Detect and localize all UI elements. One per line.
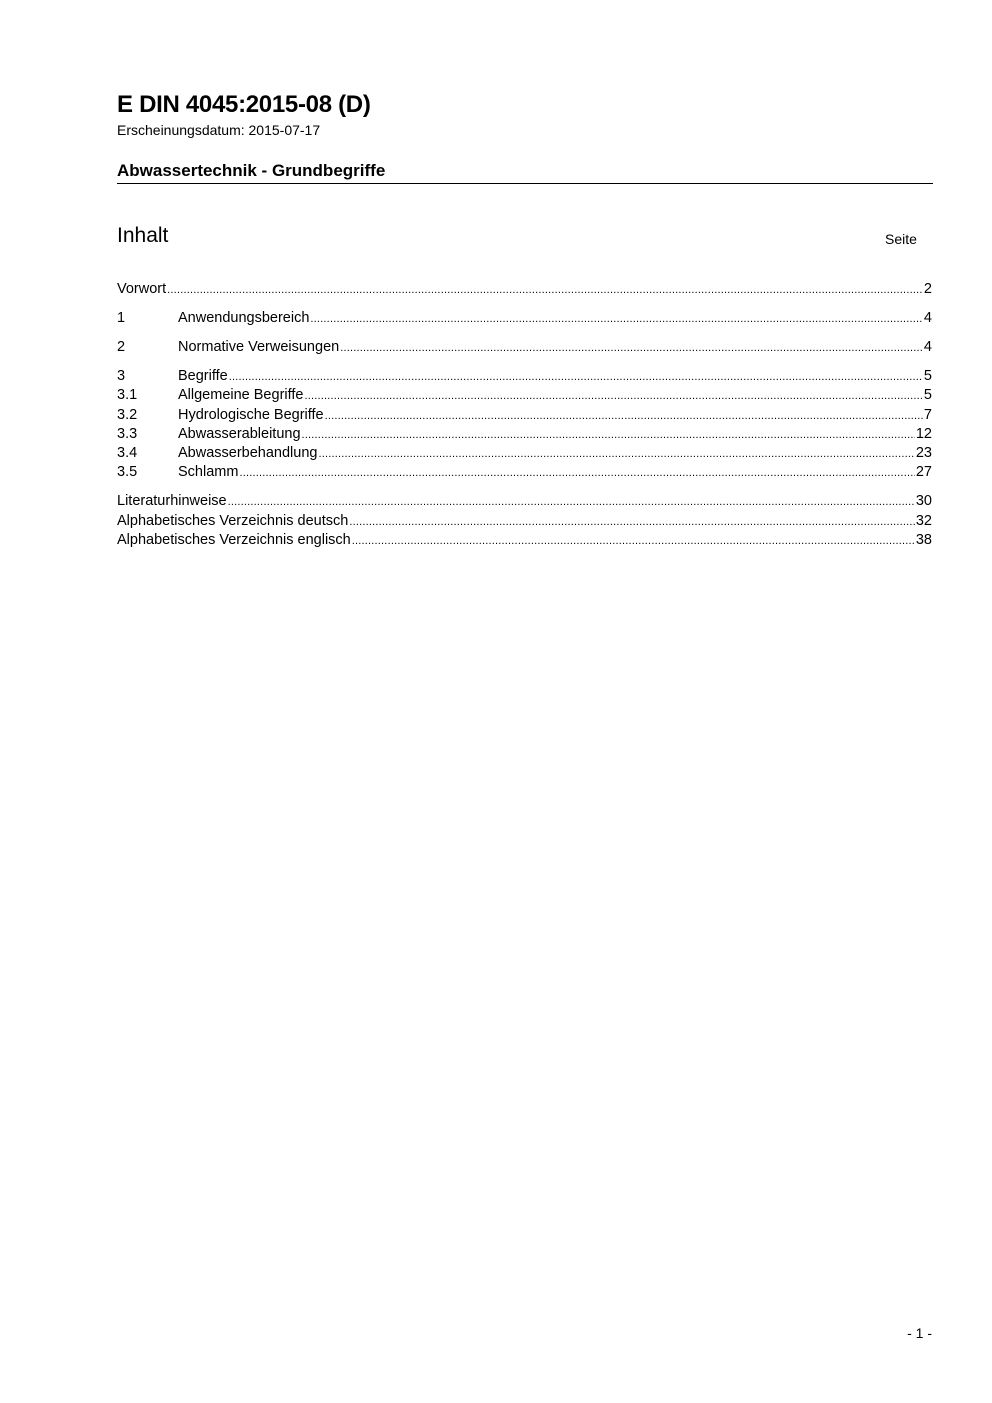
toc-entry-number: 3.2: [117, 406, 138, 423]
toc-leader-dots: [304, 387, 922, 406]
toc-entry-literaturhinweise[interactable]: [117, 492, 932, 511]
toc-entry-label: Alphabetisches Verzeichnis englisch: [117, 532, 351, 549]
toc-entry-page: 4: [923, 338, 932, 355]
toc-entry-number: 2: [117, 338, 126, 355]
toc-leader-dots: [310, 310, 923, 329]
toc-entry-number: 3.1: [117, 387, 138, 404]
toc-leader-dots: [239, 464, 914, 483]
toc-entry-number: 3.4: [117, 445, 138, 462]
toc-entry-allgemeine-begriffe[interactable]: [117, 386, 932, 405]
toc-leader-dots: [167, 281, 923, 300]
toc-entry-label: Schlamm: [178, 464, 239, 481]
toc-leader-dots: [340, 339, 923, 358]
toc-entry-number: 3: [117, 367, 126, 384]
toc-entry-normative-verweisungen[interactable]: [117, 338, 932, 357]
toc-entry-anwendungsbereich[interactable]: [117, 309, 932, 328]
toc-entry-begriffe[interactable]: [117, 367, 932, 386]
toc-leader-dots: [302, 426, 915, 445]
toc-entry-page: 4: [923, 309, 932, 326]
toc-entry-label: Abwasserbehandlung: [178, 445, 318, 462]
toc-leader-dots: [228, 493, 915, 512]
toc-entry-page: 5: [923, 387, 932, 404]
toc-entry-page: 12: [915, 425, 932, 442]
toc-entry-label: Alphabetisches Verzeichnis deutsch: [117, 512, 349, 529]
toc-entry-verzeichnis-englisch[interactable]: [117, 531, 932, 550]
toc-entry-label: Hydrologische Begriffe: [178, 406, 324, 423]
toc-entry-number: 3.5: [117, 464, 138, 481]
toc-entry-abwasserbehandlung[interactable]: [117, 444, 932, 463]
toc-leader-dots: [349, 513, 915, 532]
document-title: Abwassertechnik - Grundbegriffe: [117, 160, 933, 184]
toc-page-label: Seite: [885, 231, 917, 247]
toc-entry-number: 3.3: [117, 425, 138, 442]
toc-leader-dots: [325, 407, 923, 426]
toc-leader-dots: [352, 532, 915, 551]
toc-entry-page: 38: [915, 532, 932, 549]
page-number: - 1 -: [907, 1325, 932, 1341]
toc-entry-page: 27: [915, 464, 932, 481]
toc-entry-label: Abwasserableitung: [178, 425, 301, 442]
document-id: E DIN 4045:2015-08 (D): [117, 91, 371, 118]
toc-entry-page: 5: [923, 367, 932, 384]
toc-entry-number: 1: [117, 309, 126, 326]
toc-entry-label: Normative Verweisungen: [178, 338, 340, 355]
toc-leader-dots: [229, 368, 923, 387]
toc-entry-label: Vorwort: [117, 281, 167, 297]
toc-heading: Inhalt: [117, 224, 169, 247]
toc-entry-page: 7: [923, 406, 932, 423]
toc-entry-page: 32: [915, 512, 932, 529]
toc-entry-hydrologische-begriffe[interactable]: [117, 406, 932, 425]
toc-entry-label: Literaturhinweise: [117, 493, 227, 510]
toc-entry-schlamm[interactable]: [117, 463, 932, 482]
toc-entry-verzeichnis-deutsch[interactable]: [117, 512, 932, 531]
toc-entry-abwasserableitung[interactable]: [117, 425, 932, 444]
toc-entry-label: Begriffe: [178, 367, 228, 384]
toc-entry-label: Allgemeine Begriffe: [178, 387, 304, 404]
toc-entry-vorwort[interactable]: [117, 280, 932, 299]
table-of-contents: [117, 280, 932, 550]
toc-entry-page: 23: [915, 445, 932, 462]
toc-entry-page: 2: [923, 281, 932, 297]
toc-entry-page: 30: [915, 493, 932, 510]
toc-leader-dots: [318, 445, 914, 464]
toc-entry-label: Anwendungsbereich: [178, 309, 310, 326]
publication-date: Erscheinungsdatum: 2015-07-17: [117, 122, 321, 138]
